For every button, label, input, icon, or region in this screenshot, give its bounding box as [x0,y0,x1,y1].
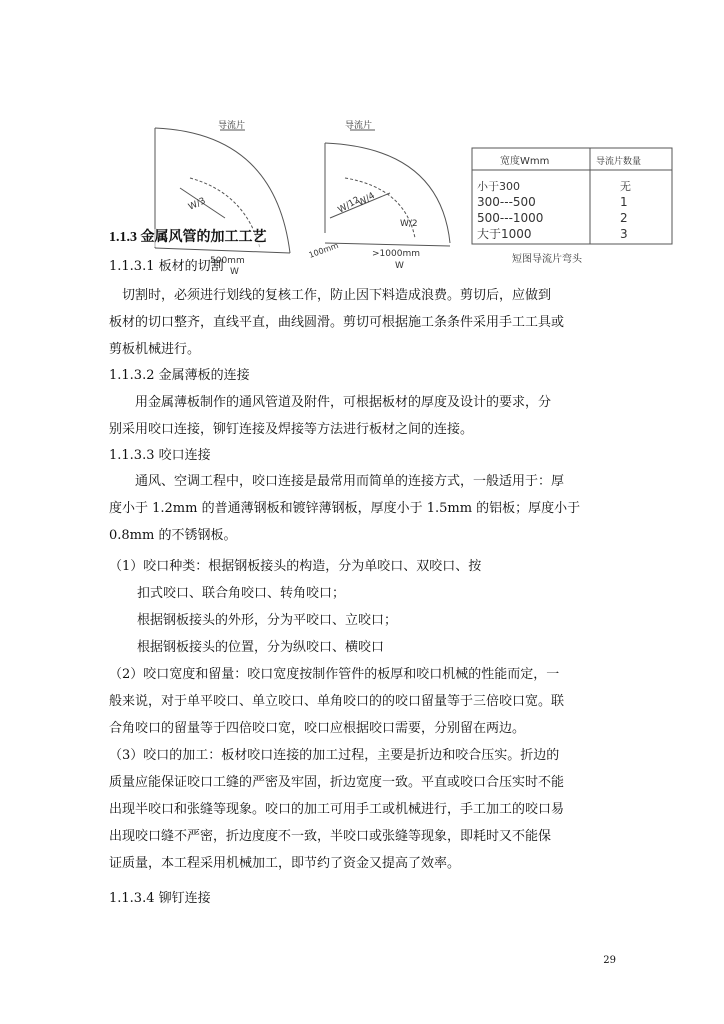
page-number: 29 [603,955,616,966]
elbow-1-dim-w3: W/3 [187,196,208,213]
elbow-1-dim-w: W [230,267,239,277]
text-line: 出现咬口缝不严密，折边度度不一致，半咬口或张缝等现象，即耗时又不能保 [109,829,552,844]
vane-table-row-3-count: 2 [620,211,628,225]
elbow-2-outer-arc [325,143,450,243]
vane-table-row-3-range: 500---1000 [477,211,544,225]
elbow-1-bottom-edge [155,248,290,253]
elbow-2-dim-w12: W/12 [336,195,362,216]
vane-table-header-count: 导流片数量 [596,157,642,167]
text-line: 根据钢板接头的外形，分为平咬口、立咬口； [137,613,398,628]
paragraph-seam-connection [109,468,615,549]
text-line: 通风、空调工程中，咬口连接是最常用而简单的连接方式，一般适用于：厚 [135,474,565,489]
list-seam-processing [109,742,615,877]
elbow-1-dim-500: 500mm [210,256,245,266]
text-line: 合角咬口的留量等于四倍咬口宽，咬口应根据咬口需要，分别留在两边。 [109,721,526,736]
elbow-2-dim-100: 100mm [307,240,340,260]
text-line: 用金属薄板制作的通风管道及附件，可根据板材的厚度及设计的要求，分 [135,395,552,410]
text-line: 板材的切口整齐，直线平直，曲线圆滑。剪切可根据施工条条件采用手工工具或 [109,315,565,330]
subheading-thin-plate-connection: 1.1.3.2 金属薄板的连接 [109,368,250,383]
paragraph-thin-plate-connection [109,389,615,443]
text-line: 0.8mm 的不锈钢板。 [109,528,237,543]
vane-table-caption: 短图导流片弯头 [512,254,582,265]
vane-table-row-2-range: 300---500 [477,195,536,209]
vane-table-row-2-count: 1 [620,195,628,209]
text-line: 证质量，本工程采用机械加工，即节约了资金又提高了效率。 [109,856,461,871]
elbow-2-label: 导流片 [345,121,373,131]
elbow-2-bottom-edge [325,243,450,246]
vane-table-row-4-range: 大于1000 [477,227,532,241]
elbow-2-dim-w2: W/2 [400,219,418,229]
elbow-diagram-figure [150,118,680,278]
subheading-rivet-connection: 1.1.3.4 铆钉连接 [109,891,211,906]
vane-table-header-width: 宽度Wmm [500,156,550,167]
elbow-2-guide-vane [345,178,415,238]
subheading-seam-connection: 1.1.3.3 咬口连接 [109,448,211,463]
text-line: 质量应能保证咬口工缝的严密及牢固，折边宽度一致。平直或咬口合压实时不能 [109,775,565,790]
elbow-1-label: 导流片 [218,121,246,131]
elbow-2-dim-w4: W/4 [356,191,377,209]
list-seam-types [109,553,615,661]
text-line: 剪板机械进行。 [109,342,201,357]
elbow-2-drawing [325,130,450,246]
elbow-diagram [150,118,680,278]
list-seam-width [109,661,615,742]
section-heading: 1.1.3 金属风管的加工工艺 [109,230,267,245]
text-line: 出现半咬口和张缝等现象。咬口的加工可用手工或机械进行，手工加工的咬口易 [109,802,565,817]
vane-table-row-1-range: 小于300 [477,180,520,193]
vane-table-row-1-count: 无 [620,180,631,193]
elbow-2-dim-w: W [395,261,404,271]
text-line: 切割时，必须进行划线的复核工作，防止因下料造成浪费。剪切后，应做到 [122,288,552,303]
elbow-2-dim-1000: >1000mm [372,249,420,259]
text-line: 别采用咬口连接，铆钉连接及焊接等方法进行板材之间的连接。 [109,422,474,437]
subheading-cutting: 1.1.3.1 板材的切割 [109,259,224,274]
text-line: （3）咬口的加工：板材咬口连接的加工过程，主要是折边和咬合压实。折边的 [109,748,560,763]
vane-table-row-4-count: 3 [620,227,628,241]
text-line: 扣式咬口、联合角咬口、转角咬口； [137,586,346,601]
text-line: 度小于 1.2mm 的普通薄钢板和镀锌薄钢板，厚度小于 1.5mm 的铝板；厚度小于 [109,501,581,516]
paragraph-cutting [109,282,615,363]
text-line: （2）咬口宽度和留量：咬口宽度按制作管件的板厚和咬口机械的性能而定，一 [109,667,560,682]
text-line: 根据钢板接头的位置，分为纵咬口、横咬口 [137,640,385,655]
text-line: 般来说，对于单平咬口、单立咬口、单角咬口的的咬口留量等于三倍咬口宽。联 [109,694,565,709]
text-line: （1）咬口种类：根据钢板接头的构造，分为单咬口、双咬口、按 [109,559,482,574]
